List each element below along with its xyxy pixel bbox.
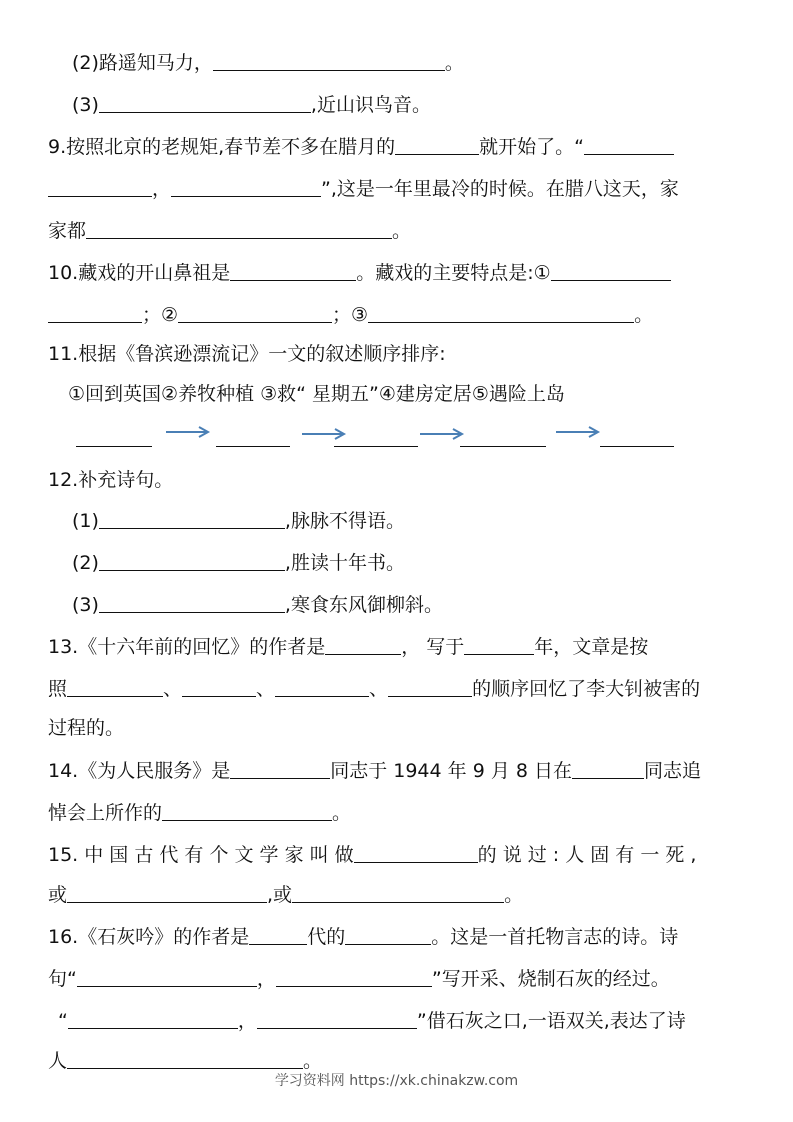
blank-field[interactable] bbox=[67, 880, 267, 903]
arrow-right-icon bbox=[300, 426, 348, 442]
question-9-line-1: 9.按照北京的老规矩,春节差不多在腊月的 就开始了。“ bbox=[48, 132, 674, 160]
question-16-line-4: 人 。 bbox=[48, 1046, 322, 1074]
blank-field[interactable] bbox=[99, 506, 285, 529]
question-9-line-3: 家都 。 bbox=[48, 216, 411, 244]
blank-field[interactable] bbox=[354, 840, 478, 863]
blank-field[interactable] bbox=[368, 300, 634, 323]
blank-field[interactable] bbox=[67, 1046, 303, 1069]
question-13-line-2: 照 、 、 、 的顺序回忆了李大钊被害的 bbox=[48, 674, 700, 702]
blank-field[interactable] bbox=[162, 798, 332, 821]
blank-field[interactable] bbox=[171, 174, 321, 197]
blank-field[interactable] bbox=[86, 216, 392, 239]
question-9-line-2: ， ”,这是一年里最冷的时候。在腊八这天，家 bbox=[48, 174, 679, 202]
poem-line-3: (3) ,近山识鸟音。 bbox=[72, 90, 431, 118]
question-16-line-3: “ ， ”借石灰之口,一语双关,表达了诗 bbox=[58, 1006, 686, 1034]
blank-field[interactable] bbox=[257, 1006, 417, 1029]
blank-field[interactable] bbox=[395, 132, 479, 155]
blank-field[interactable] bbox=[249, 922, 307, 945]
blank-field[interactable] bbox=[345, 922, 431, 945]
question-16-line-1: 16.《石灰吟》的作者是 代的 。这是一首托物言志的诗。诗 bbox=[48, 922, 678, 950]
question-12-item-3: (3) ,寒食东风御柳斜。 bbox=[72, 590, 443, 618]
arrow-right-icon bbox=[164, 424, 212, 440]
question-16-line-2: 句“ ， ”写开采、烧制石灰的经过。 bbox=[48, 964, 670, 992]
blank-field[interactable] bbox=[230, 258, 356, 281]
blank-field[interactable] bbox=[99, 590, 285, 613]
blank-field[interactable] bbox=[464, 632, 534, 655]
order-blank-5[interactable] bbox=[600, 446, 674, 447]
blank-field[interactable] bbox=[178, 300, 332, 323]
order-blank-3[interactable] bbox=[334, 446, 418, 447]
blank-field[interactable] bbox=[325, 632, 401, 655]
blank-field[interactable] bbox=[48, 300, 142, 323]
blank-field[interactable] bbox=[292, 880, 504, 903]
question-13-line-1: 13.《十六年前的回忆》的作者是 ， 写于 年，文章是按 bbox=[48, 632, 648, 660]
question-15-line-1: 15. 中 国 古 代 有 个 文 学 家 叫 做 的 说 过 : 人 固 有 一 死 , bbox=[48, 840, 696, 868]
footer-watermark: 学习资料网 https://xk.chinakzw.com bbox=[274, 1073, 519, 1089]
blank-field[interactable] bbox=[388, 674, 472, 697]
question-10-line-1: 10.藏戏的开山鼻祖是 。藏戏的主要特点是:① bbox=[48, 258, 671, 286]
question-10-line-2: ；② ；③ 。 bbox=[48, 300, 653, 328]
blank-field[interactable] bbox=[77, 964, 257, 987]
blank-field[interactable] bbox=[99, 90, 311, 113]
question-15-line-2: 或 ,或 。 bbox=[48, 880, 523, 908]
blank-field[interactable] bbox=[67, 674, 163, 697]
order-blank-1[interactable] bbox=[76, 446, 152, 447]
blank-field[interactable] bbox=[182, 674, 256, 697]
question-11-title: 11.根据《鲁滨逊漂流记》一文的叙述顺序排序: bbox=[48, 343, 446, 365]
arrow-right-icon bbox=[418, 426, 466, 442]
question-14-line-1: 14.《为人民服务》是 同志于 1944 年 9 月 8 日在 同志追 bbox=[48, 756, 701, 784]
blank-field[interactable] bbox=[68, 1006, 238, 1029]
question-14-line-2: 悼会上所作的 。 bbox=[48, 798, 351, 826]
blank-field[interactable] bbox=[584, 132, 674, 155]
blank-field[interactable] bbox=[275, 674, 369, 697]
blank-field[interactable] bbox=[276, 964, 432, 987]
question-11-options: ①回到英国②养牧种植 ③救“ 星期五”④建房定居⑤遇险上岛 bbox=[68, 383, 565, 405]
blank-field[interactable] bbox=[213, 48, 445, 71]
blank-field[interactable] bbox=[551, 258, 671, 281]
question-13-line-3: 过程的。 bbox=[48, 717, 125, 739]
blank-field[interactable] bbox=[48, 174, 152, 197]
question-12-title: 12.补充诗句。 bbox=[48, 469, 174, 491]
blank-field[interactable] bbox=[230, 756, 330, 779]
order-blank-4[interactable] bbox=[460, 446, 546, 447]
poem-line-2: (2)路遥知马力， 。 bbox=[72, 48, 464, 76]
arrow-right-icon bbox=[554, 424, 602, 440]
question-12-item-1: (1) ,脉脉不得语。 bbox=[72, 506, 405, 534]
question-12-item-2: (2) ,胜读十年书。 bbox=[72, 548, 405, 576]
blank-field[interactable] bbox=[572, 756, 644, 779]
blank-field[interactable] bbox=[99, 548, 285, 571]
order-blank-2[interactable] bbox=[216, 446, 290, 447]
